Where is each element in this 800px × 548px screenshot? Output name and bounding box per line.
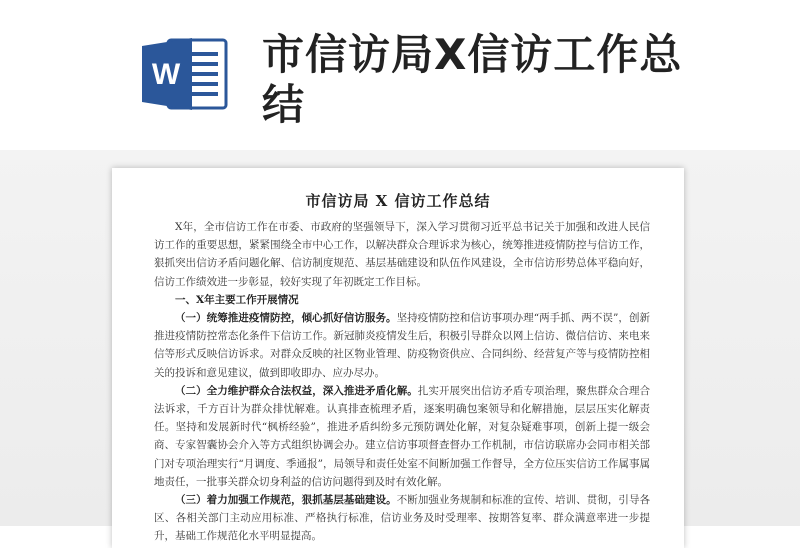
item-heading: （二）全力维护群众合法权益，深入推进矛盾化解。 — [175, 384, 418, 397]
page-title: 市信访局X信访工作总结 — [262, 30, 683, 129]
list-item — [154, 382, 650, 491]
item-heading: （三）着力加强工作规范，狠抓基层基础建设。 — [175, 494, 397, 507]
document-title: 市信访局 X 信访工作总结 — [305, 192, 491, 210]
document-page — [112, 168, 684, 548]
word-icon-letter: W — [151, 58, 181, 91]
list-item — [154, 309, 650, 382]
item-text: 扎实开展突出信访矛盾专项治理，聚焦群众合理合法诉求，千方百计为群众排忧解难。认真排查梳理矛盾，逐案明确包案领导和化解措施，层层压实化解责任。坚持和发展新时代“枫桥经验”，推进矛盾纠纷多元预防调处化解，对复杂疑难事项，创新上提一级会商、专家智囊协会介入等方式组织协调会办。建立信访事项督查督办工作机制，市信访联席办会同市相关部门对专项治理实行“月调度、季通报”，局领导和责任处室不间断加强工作督导，全方位压实信访工作属事属地责任，一批事关群众切身利益的信访问题得到及时有效化解。 — [154, 384, 651, 488]
item-text: 坚持疫情防控和信访事项办理“两手抓、两不误”，创新推进疫情防控常态化条件下信访工作。新冠肺炎疫情发生后，积极引导群众以网上信访、微信信访、来电来信等形式反映信访诉求。对群众反映的社区物业管理、防疫物资供应、合同纠纷、经营复产等与疫情防控相关的投诉和意见建议，做到即收即办、应办尽办。 — [154, 312, 650, 379]
word-icon — [140, 34, 230, 114]
section-heading: 一、X年主要工作开展情况 — [175, 293, 299, 306]
document-body — [154, 218, 650, 546]
intro-paragraph: X年，全市信访工作在市委、市政府的坚强领导下，深入学习贯彻习近平总书记关于加强和改进人民信访工作的重要思想，紧紧围绕全市中心工作，以解决群众合理诉求为核心，统筹推进疫情防控与信访工作，狠抓突出信访矛盾问题化解、信访制度规范、基层基础建设和队伍作风建设，全市信访形势总体平稳向好，信访工作绩效进一步彰显，较好实现了年初既定工作目标。 — [154, 221, 650, 288]
item-heading: （一）统筹推进疫情防控，倾心抓好信访服务。 — [175, 312, 397, 325]
item-text: 不断加强业务规制和标准的宣传、培训、贯彻，引导各区、各相关部门主动应用标准、严格执行标准，信访业务及时受理率、按期答复率、群众满意率进一步提升，基础工作规范化水平明显提高。 — [154, 494, 651, 543]
list-item — [154, 491, 650, 546]
